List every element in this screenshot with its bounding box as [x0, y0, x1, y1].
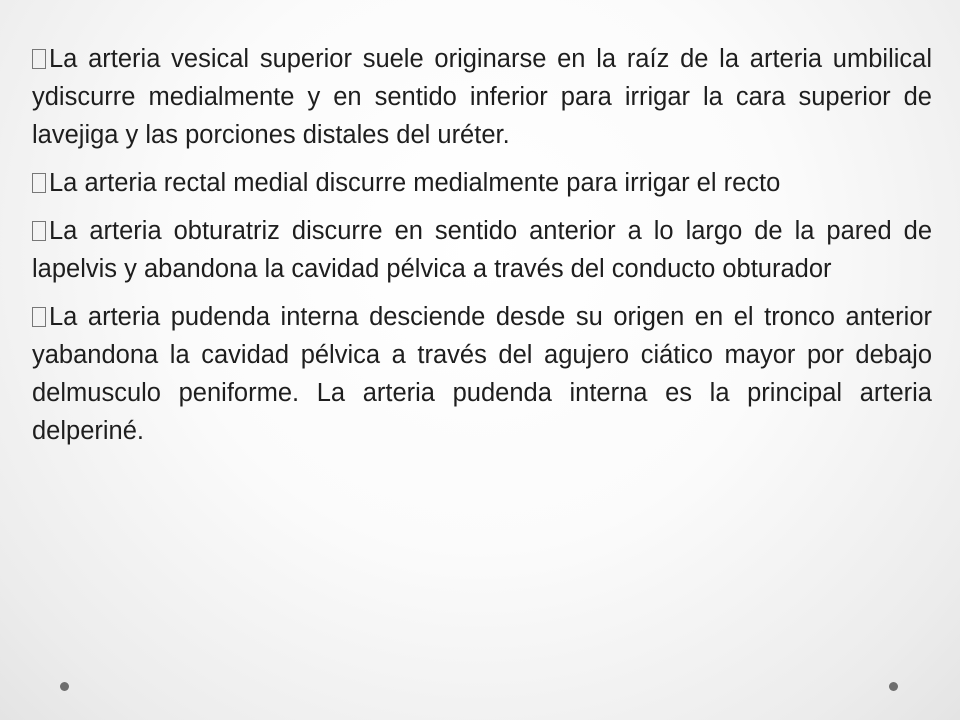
missing-glyph-box-icon [32, 221, 46, 241]
slide-body [32, 40, 932, 460]
paragraph-rectal-medial [32, 164, 932, 202]
missing-glyph-box-icon [32, 49, 46, 69]
missing-glyph-box-icon [32, 173, 46, 193]
paragraph-text: La arteria obturatriz discurre en sentido anterior a lo largo de la pared de lapelvis y abandona la cavidad pélvica a través del conducto obturador [32, 217, 932, 283]
paragraph-pudenda-interna [32, 298, 932, 450]
missing-glyph-box-icon [32, 307, 46, 327]
paragraph-text: La arteria pudenda interna desciende desde su origen en el tronco anterior yabandona la cavidad pélvica a través del agujero ciático mayor por debajo delmusculo peniforme. La arteria pudenda interna es la principal arteria delperiné. [32, 303, 932, 445]
paragraph-text: La arteria vesical superior suele originarse en la raíz de la arteria umbilical ydiscurre medialmente y en sentido inferior para irrigar la cara superior de lavejiga y las porciones distales del uréter. [32, 45, 932, 149]
decorative-dot-left-icon [60, 682, 69, 691]
paragraph-text: La arteria rectal medial discurre medialmente para irrigar el recto [49, 169, 781, 197]
paragraph-vesical-superior [32, 40, 932, 154]
paragraph-obturatriz [32, 212, 932, 288]
decorative-dot-right-icon [889, 682, 898, 691]
